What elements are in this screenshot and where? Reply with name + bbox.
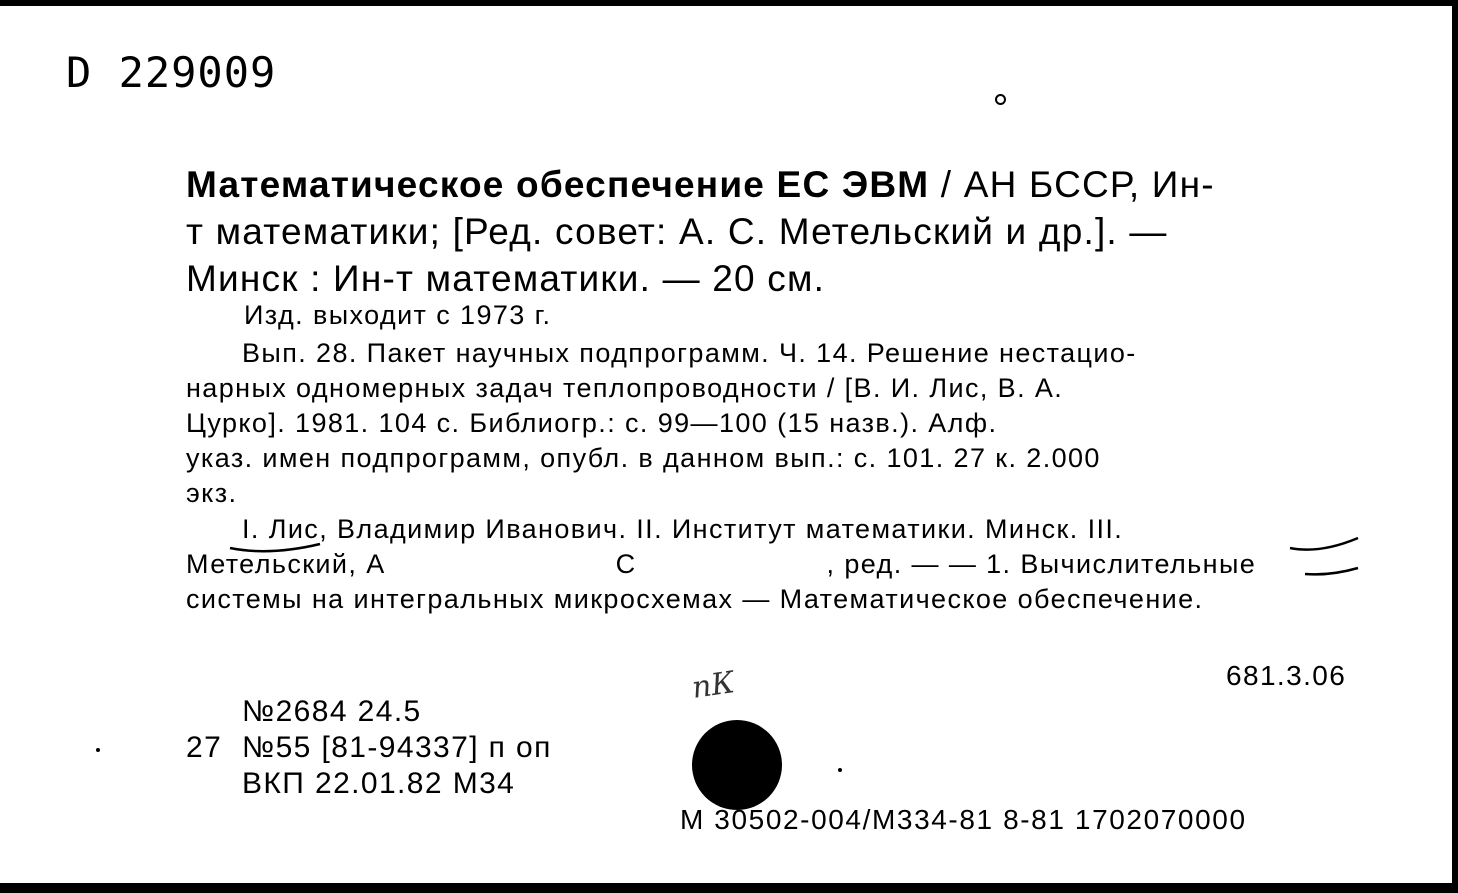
dot-mark-left xyxy=(96,748,100,752)
title-responsibility: / АН БССР, Ин- xyxy=(929,164,1215,205)
title-line-2: т математики; [Ред. совет: А. С. Метельский и др.]. — xyxy=(186,211,1168,252)
order-block xyxy=(186,694,552,802)
tracings-initial: С xyxy=(615,549,637,579)
order-number: №55 [81-94337] п оп xyxy=(242,731,552,764)
tracings-line-1: I. Лис, Владимир Иванович. II. Институт математики. Минск. III. xyxy=(242,514,1124,544)
small-circle-mark xyxy=(995,94,1006,105)
issue-line-4: указ. имен подпрограмм, опубл. в данном вып.: с. 101. 27 к. 2.000 xyxy=(186,443,1101,473)
card-number: D 229009 xyxy=(66,48,277,97)
catalog-code: М 30502-004/М334-81 8-81 1702070000 xyxy=(680,804,1247,835)
order-line-1: №2684 24.5 xyxy=(242,695,422,728)
order-line-3: ВКП 22.01.82 М34 xyxy=(242,767,516,800)
handwritten-initials: пК xyxy=(689,665,737,706)
issue-line-1: Вып. 28. Пакет научных подпрограмм. Ч. 14. Решение нестацио- xyxy=(242,338,1137,368)
punch-hole xyxy=(692,720,782,810)
issue-line-5: экз. xyxy=(186,478,238,508)
title-line-3: Минск : Ин-т математики. — 20 см. xyxy=(186,258,826,299)
issue-line-2: нарных одномерных задач теплопроводности / [В. И. Лис, В. А. xyxy=(186,373,1064,403)
tracings-name: Метельский, А xyxy=(186,549,386,579)
title-block xyxy=(186,161,1358,302)
title-line-1 xyxy=(186,161,1358,208)
publication-note: Изд. выходит с 1973 г. xyxy=(244,300,552,330)
title-main: Математическое обеспечение ЕС ЭВМ xyxy=(186,164,930,205)
classification-code: 681.3.06 xyxy=(1226,660,1347,691)
issue-block xyxy=(186,336,1360,511)
issue-line-3: Цурко]. 1981. 104 с. Библиогр.: с. 99—100 (15 назв.). Алф. xyxy=(186,408,998,438)
handwritten-underline-marks xyxy=(210,516,1370,586)
tracings-line-3: системы на интегральных микросхемах — Математическое обеспечение. xyxy=(186,584,1204,614)
order-prefix: 27 xyxy=(186,731,223,764)
dot-mark xyxy=(838,768,842,772)
tracings-subject: , ред. — — 1. Вычислительные xyxy=(826,549,1257,579)
order-line-2 xyxy=(186,730,552,766)
